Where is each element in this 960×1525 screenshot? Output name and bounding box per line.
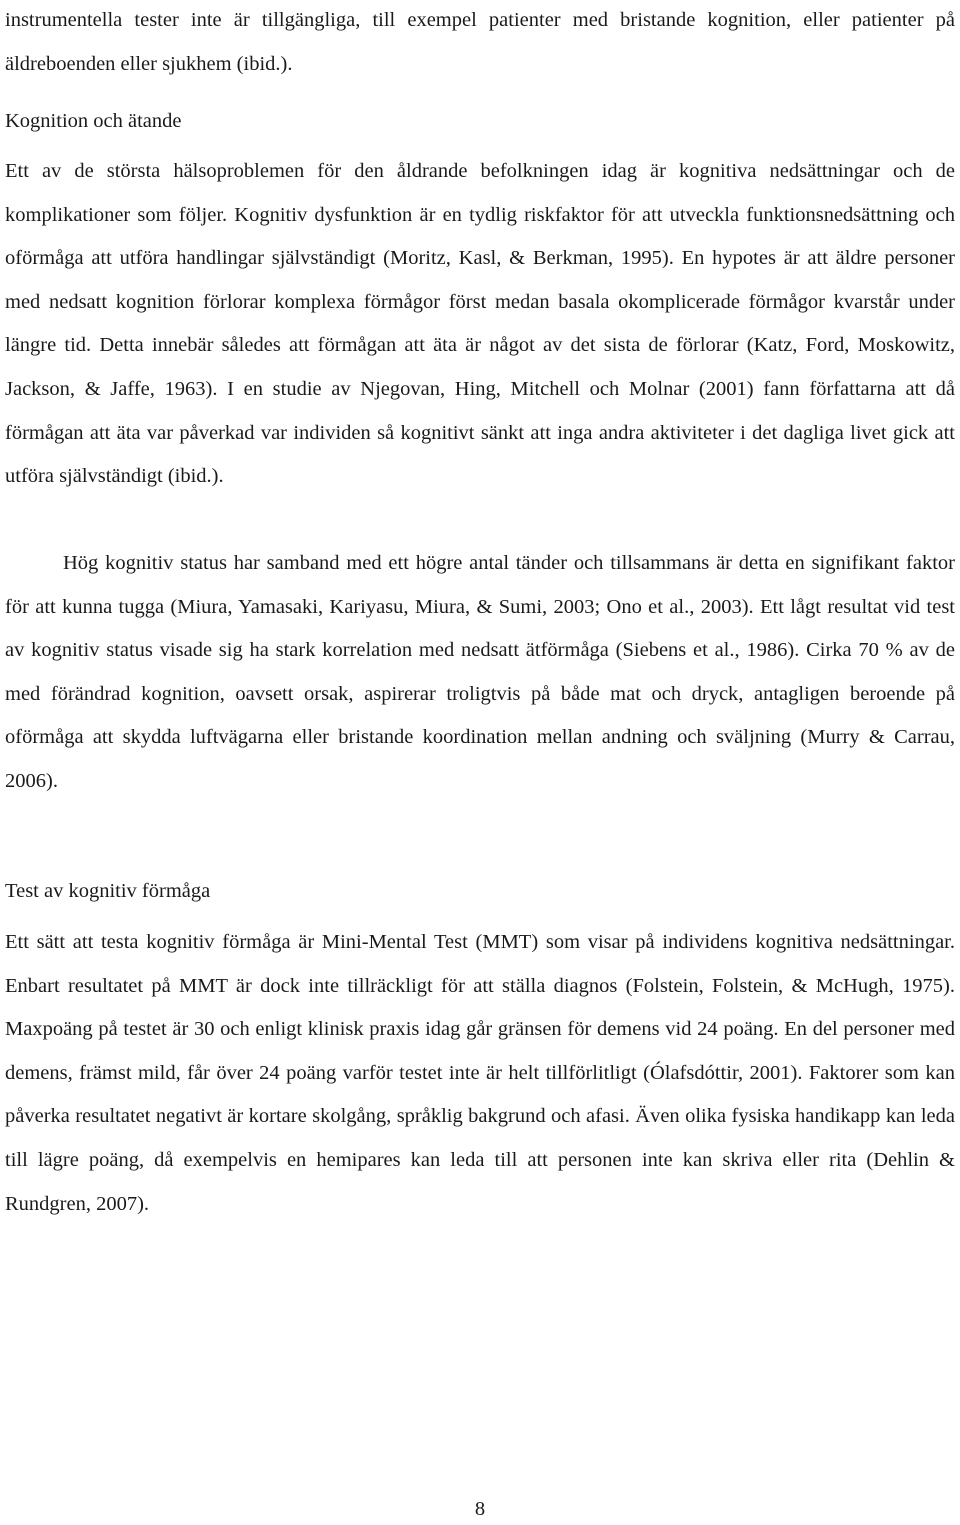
page-number: 8 (474, 1498, 486, 1520)
section-heading-kognition: Kognition och ätande (5, 110, 182, 132)
paragraph-test-1: Ett sätt att testa kognitiv förmåga är Mini-Mental Test (MMT) som visar på individens kognitiva nedsättningar. Enbart resultatet på MMT är dock inte tillräckligt för att ställa diagnos (Folstein, Folstein, & McHugh, 1975). Maxpoäng på testet är 30 och enligt klinisk praxis idag går gränsen för demens vid 24 poäng. En del personer med demens, främst mild, får över 24 poäng varför testet inte är helt tillförlitligt (Ólafsdóttir, 2001). Faktorer som kan påverka resultatet negativt är kortare skolgång, språklig bakgrund och afasi. Även olika fysiska handikapp kan leda till lägre poäng, då exempelvis en hemipares kan leda till att personen inte kan skriva eller rita (Dehlin & Rundgren, 2007). (5, 931, 955, 1215)
intro-paragraph: instrumentella tester inte är tillgängliga, till exempel patienter med bristande kognition, eller patienter på äldreboenden eller sjukhem (ibid.). (5, 9, 955, 75)
paragraph-kognition-2: Hög kognitiv status har samband med ett högre antal tänder och tillsammans är detta en signifikant faktor för att kunna tugga (Miura, Yamasaki, Kariyasu, Miura, & Sumi, 2003; Ono et al., 2003). Ett lågt resultat vid test av kognitiv status visade sig ha stark korrelation med nedsatt ätförmåga (Siebens et al., 1986). Cirka 70 % av de med förändrad kognition, oavsett orsak, aspirerar troligtvis på både mat och dryck, antagligen beroende på oförmåga att skydda luftvägarna eller bristande koordination mellan andning och sväljning (Murry & Carrau, 2006). (5, 552, 955, 792)
section-heading-test: Test av kognitiv förmåga (5, 880, 211, 902)
paragraph-kognition-1: Ett av de största hälsoproblemen för den åldrande befolkningen idag är kognitiva nedsättningar och de komplikationer som följer. Kognitiv dysfunktion är en tydlig riskfaktor för att utveckla funktionsnedsättning och oförmåga att utföra handlingar självständigt (Moritz, Kasl, & Berkman, 1995). En hypotes är att äldre personer med nedsatt kognition förlorar komplexa förmågor först medan basala okomplicerade förmågor kvarstår under längre tid. Detta innebär således att förmågan att äta är något av det sista de förlorar (Katz, Ford, Moskowitz, Jackson, & Jaffe, 1963). I en studie av Njegovan, Hing, Mitchell och Molnar (2001) fann författarna att då förmågan att äta var påverkad var individen så kognitivt sänkt att inga andra aktiviteter i det dagliga livet gick att utföra självständigt (ibid.). (5, 160, 955, 488)
